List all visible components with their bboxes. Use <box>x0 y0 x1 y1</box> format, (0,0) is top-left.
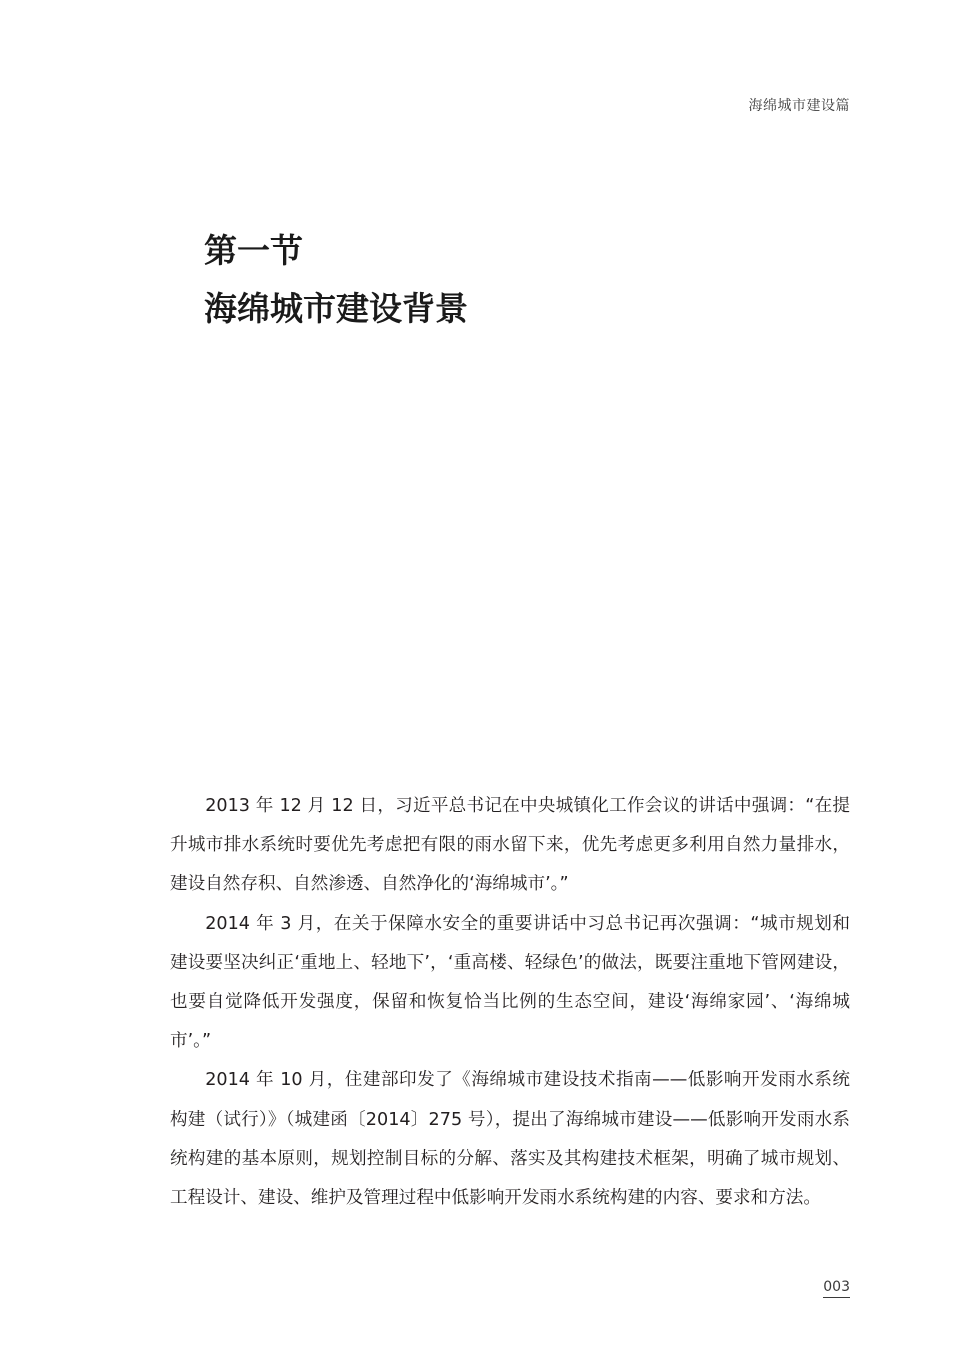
section-heading: 海绵城市建设背景 <box>204 289 468 328</box>
paragraph-1: 2013 年 12 月 12 日，习近平总书记在中央城镇化工作会议的讲话中强调：“在提升城市排水系统时要优先考虑把有限的雨水留下来，优先考虑更多利用自然力量排水，建设自然存积、自然渗透、自然净化的‘海绵城市’。” <box>170 796 850 895</box>
running-header: 海绵城市建设篇 <box>748 98 850 114</box>
section-number: 第一节 <box>204 231 303 270</box>
body-text <box>170 787 850 1218</box>
paragraph-3: 2014 年 10 月，住建部印发了《海绵城市建设技术指南——低影响开发雨水系统构建（试行）》（城建函〔2014〕275 号），提出了海绵城市建设——低影响开发雨水系统构建的基本原则，规划控制目标的分解、落实及其构建技术框架，明确了城市规划、工程设计、建设、维护及管理过程中低影响开发雨水系统构建的内容、要求和方法。 <box>170 1070 850 1209</box>
page-number: 003 <box>823 1279 850 1298</box>
paragraph-2: 2014 年 3 月，在关于保障水安全的重要讲话中习总书记再次强调：“城市规划和建设要坚决纠正‘重地上、轻地下’，‘重高楼、轻绿色’的做法，既要注重地下管网建设，也要自觉降低开发强度，保留和恢复恰当比例的生态空间，建设‘海绵家园’、‘海绵城市’。” <box>170 913 850 1052</box>
section-title <box>204 222 468 338</box>
